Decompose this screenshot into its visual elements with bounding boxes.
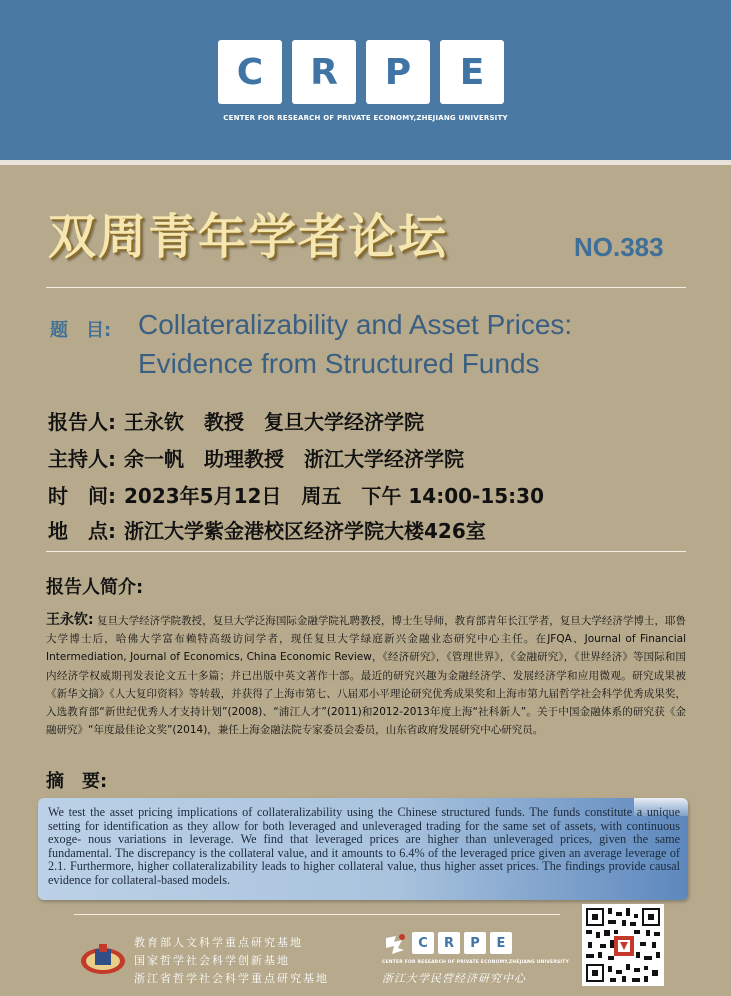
info-row-time bbox=[48, 480, 544, 509]
info-row-speaker bbox=[48, 406, 424, 435]
info-value: 浙江大学紫金港校区经济学院大楼426室 bbox=[124, 519, 486, 543]
header-divider bbox=[0, 160, 731, 165]
bio-name: 王永钦: bbox=[46, 612, 94, 628]
divider-middle bbox=[46, 551, 686, 552]
footer-line: 浙江省哲学社会科学重点研究基地 bbox=[134, 972, 329, 985]
info-row-host bbox=[48, 443, 464, 472]
info-label: 时 间: bbox=[48, 484, 116, 508]
crpe-footer-tiles bbox=[412, 932, 512, 954]
bio-text: 复旦大学经济学院教授，复旦大学泛海国际金融学院礼聘教授，博士生导师，教育部青年长江学者，复旦大学经济学博士，耶鲁大学博士后，哈佛大学富布赖特高级访问学者，现任复旦大学绿庭新兴金融业态研究中心主任。在JFQA、Journal of Financial Intermediation, Journal of Economics, China Economic Review，《经济研究》，《管理世界》，《金融研究》，《世界经济》等国际和国内经济学权威期刊发表论文五十多篇；并已出版中英文著作十部。最近的研究兴趣为金融经济学、发展经济学和应用微观。研究成果被《新华文摘》《人大复印资料》等转载，并获得了上海市第七、八届邓小平理论研究优秀成果奖和上海市第九届哲学社会科学优秀成果奖，入选教育部“新世纪优秀人才支持计划”(2008)、“浦江人才”(2011)和2012-2013年度上海“社科新人”。关于中国金融体系的研究获《金融研究》“年度最佳论文奖”(2014)，兼任上海金融法院专家委员会委员，山东省政府发展研究中心研究员。 bbox=[46, 615, 686, 737]
footer-institution-list bbox=[134, 934, 329, 988]
topic-title-line-2: Evidence from Structured Funds bbox=[138, 348, 540, 379]
info-value: 王永钦 教授 复旦大学经济学院 bbox=[124, 410, 424, 434]
forum-number: NO.383 bbox=[574, 232, 664, 262]
logo-letter-p: P bbox=[366, 40, 430, 104]
header-banner bbox=[0, 0, 731, 160]
topic-label: 题 目: bbox=[50, 320, 112, 341]
topic-title-line-1: Collateralizability and Asset Prices: bbox=[138, 309, 573, 340]
crpe-logo bbox=[218, 40, 504, 104]
info-label: 报告人: bbox=[48, 410, 116, 434]
logo-subtitle: CENTER FOR RESEARCH OF PRIVATE ECONOMY,ZHEJIANG UNIVERSITY bbox=[223, 114, 508, 122]
bio-heading: 报告人简介: bbox=[46, 577, 144, 598]
forum-title: 双周青年学者论坛 bbox=[48, 209, 449, 265]
logo-letter-e: E bbox=[440, 40, 504, 104]
footer-logo-letter: C bbox=[412, 932, 434, 954]
abstract-text: We test the asset pricing implications of collateralizability using the Chinese structured funds. The funds constitute a unique setting for identification as they allow for both leveraged and unleveraged trading for the same set of assets, with continuous exoge- nous variations in leverage. We find that leveraged prices are higher than unleveraged prices, given the same fundamental. The discrepancy is the collateral value, and it amounts to 6.4% of the leveraged price given an average leverage of 2.1. Furthermore, higher collateralizability leads to higher collateral value, thus higher asset prices. The findings provide causal evidence for collateral-based models. bbox=[48, 805, 680, 887]
logo-letter-r: R bbox=[292, 40, 356, 104]
qr-code-icon bbox=[582, 904, 664, 986]
footer-logo-letter: R bbox=[438, 932, 460, 954]
brush-seal-icon bbox=[382, 932, 408, 958]
university-emblem-icon bbox=[80, 941, 126, 975]
logo-letter-c: C bbox=[218, 40, 282, 104]
info-row-location bbox=[48, 515, 486, 544]
abstract-heading: 摘 要: bbox=[46, 771, 108, 792]
footer-logo-letter: P bbox=[464, 932, 486, 954]
footer-line: 国家哲学社会科学创新基地 bbox=[134, 954, 290, 967]
info-value: 2023年5月12日 周五 下午 14:00-15:30 bbox=[124, 484, 544, 508]
info-label: 主持人: bbox=[48, 447, 116, 471]
footer-logo-letter: E bbox=[490, 932, 512, 954]
bio-paragraph bbox=[46, 611, 686, 739]
info-label: 地 点: bbox=[48, 519, 116, 543]
footer-logo-chinese-name: 浙江大学民营经济研究中心 bbox=[382, 972, 526, 985]
divider-footer bbox=[74, 914, 560, 915]
footer-logo-subtitle: CENTER FOR RESEARCH OF PRIVATE ECONOMY,ZHEJIANG UNIVERSITY bbox=[382, 960, 570, 965]
divider-top bbox=[46, 287, 686, 288]
info-value: 余一帆 助理教授 浙江大学经济学院 bbox=[124, 447, 464, 471]
footer-line: 教育部人文科学重点研究基地 bbox=[134, 936, 303, 949]
